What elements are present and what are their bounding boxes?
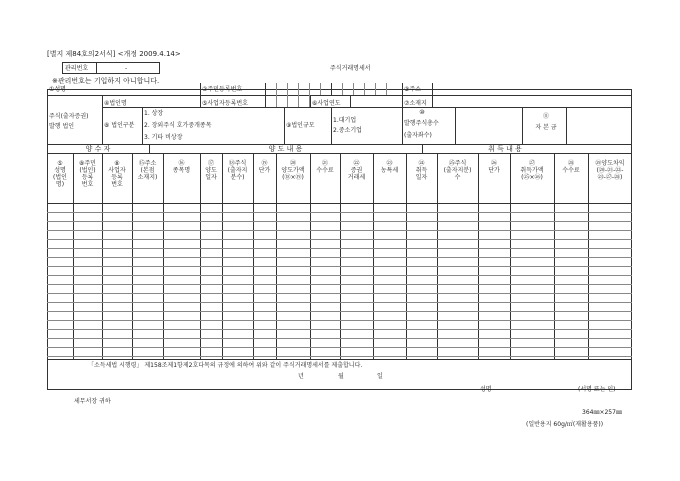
column-header-line: 취득 [415, 167, 428, 174]
column-header-number: ㉗ [528, 160, 535, 167]
column-header-2 [73, 160, 102, 188]
column-header-line: 수수료 [316, 167, 334, 174]
column-header-4 [132, 160, 163, 181]
issuer-label-line2: 발행 법인 [49, 123, 75, 130]
management-number-label: 관리번호 [65, 65, 89, 72]
column-header-number: ㉙양도차익 [595, 160, 625, 167]
column-header-5 [163, 160, 200, 174]
column-header-line: 명) [55, 181, 65, 188]
column-header-11 [340, 160, 373, 181]
paper-size: 364㎜×257㎜ [582, 409, 622, 416]
column-header-17 [554, 160, 588, 174]
paper-spec: (일반용지 60g/㎡(재활용품)) [526, 421, 604, 428]
column-header-number: ⑮주소 [138, 160, 157, 167]
corp-size-option-2: 2.중소기업 [333, 127, 362, 134]
date-year: 년 [298, 373, 304, 380]
column-header-line: 번호 [111, 181, 123, 188]
column-header-line: 단가 [258, 167, 271, 174]
column-header-18 [588, 160, 632, 181]
corp-type-option-3: 3. 기타 비상장 [144, 134, 183, 141]
section-transfer: 양 도 내 용 [268, 145, 303, 153]
column-header-number: ⑰ [207, 160, 214, 167]
column-header-number: ㉔ [418, 160, 425, 167]
header-divider [47, 203, 632, 204]
column-header-13 [406, 160, 437, 181]
issuer-label-line1: 주식(출자증권) [49, 113, 89, 120]
fiscal-year-label: ⑥사업연도 [312, 100, 341, 107]
column-header-number: ㉒ [353, 160, 360, 167]
column-header-line: (⑱×⑲) [282, 174, 304, 181]
column-header-line: 거래세 [347, 174, 366, 181]
location-label: ⑦소재지 [404, 100, 427, 107]
table-row [47, 212, 632, 213]
total-shares-number: ⑩ [419, 109, 425, 116]
form-title: 주식거래명세서 [330, 65, 371, 72]
column-header-12 [373, 160, 406, 174]
column-header-number: ⑤ [57, 160, 63, 167]
column-header-number: ⑯ [178, 160, 185, 167]
column-header-line: 번호 [81, 181, 94, 188]
total-shares-label: 발행주식총수 [404, 120, 439, 127]
column-header-line: 종목명 [172, 167, 191, 174]
corp-size-option-1: 1.대기업 [333, 117, 357, 124]
column-header-number: ㉖ [490, 160, 497, 167]
column-header-line: 증권 [350, 167, 363, 174]
table-row [47, 347, 632, 348]
column-header-line: (본점 [140, 167, 155, 174]
table-row [47, 311, 632, 312]
table-row [47, 356, 632, 357]
column-header-number: ⑧주민 [79, 160, 96, 167]
column-header-1 [47, 160, 73, 188]
column-header-line: 농특세 [380, 167, 399, 174]
column-header-line: 수 [454, 174, 461, 181]
date-month: 월 [338, 373, 344, 380]
column-header-line: ㉓-㉗-㉘) [597, 174, 623, 181]
table-row [47, 257, 632, 258]
table-row [47, 230, 632, 231]
resident-number-label: ②주민등록번호 [202, 86, 243, 93]
form-number: [별지 제84호의2서식] <개정 2009.4.14> [47, 50, 181, 58]
column-header-6 [200, 160, 222, 181]
resident-number-dash: - [323, 86, 326, 93]
table-row [47, 239, 632, 240]
addressee: 세무서장 귀하 [74, 398, 111, 405]
table-row [47, 302, 632, 303]
column-header-line: (㉕×㉖) [521, 174, 543, 181]
table-row [47, 248, 632, 249]
column-header-14 [437, 160, 478, 181]
table-row [47, 338, 632, 339]
column-header-number: ㉕주식 [448, 160, 467, 167]
column-header-line: (법인 [53, 174, 67, 181]
section-acquisition: 취 득 내 용 [488, 145, 522, 153]
column-header-number: ⑧ [114, 160, 120, 167]
column-header-number: ㉑ [321, 160, 328, 167]
table-row [47, 293, 632, 294]
date-day: 일 [377, 373, 383, 380]
column-header-line: 소재지) [137, 174, 158, 181]
column-header-line: 사업자 [108, 167, 126, 174]
column-header-number: ㉓ [386, 160, 393, 167]
table-row [47, 284, 632, 285]
column-header-line: 등록 [81, 174, 94, 181]
column-header-line: 수수료 [562, 167, 580, 174]
column-header-15 [478, 160, 510, 174]
applicant-name-label: 성명 [480, 386, 492, 393]
column-header-line: 일자 [205, 174, 217, 181]
column-header-line: 성명 [54, 167, 66, 174]
section-transferor: 양 수 자 [85, 145, 111, 153]
corp-size-label: ⑨법인규모 [286, 122, 315, 129]
column-header-line: (⑳-㉑-㉒- [596, 167, 624, 174]
column-header-number: ㉘ [567, 160, 574, 167]
column-header-line: 분수) [230, 174, 245, 181]
column-header-line: (출자지 [227, 167, 248, 174]
column-header-line: (법인) [79, 167, 96, 174]
column-header-line: 일자 [415, 174, 428, 181]
table-row [47, 320, 632, 321]
column-header-10 [310, 160, 340, 174]
column-header-8 [253, 160, 276, 174]
column-header-9 [276, 160, 310, 181]
corp-type-label: ⑧ 법인구분 [104, 122, 135, 129]
column-header-line: 양도 [205, 167, 217, 174]
column-header-line: 등록 [111, 174, 123, 181]
capital-label: 자 본 금 [535, 124, 557, 131]
column-header-line: 취득가액 [520, 167, 544, 174]
management-number-dash: - [125, 65, 128, 72]
corp-name-label: ④법인명 [104, 100, 127, 107]
column-header-line: 양도가액 [281, 167, 305, 174]
column-header-3 [102, 160, 132, 188]
capital-number: ⑪ [542, 113, 549, 120]
table-row [47, 221, 632, 222]
total-shares-sub-label: (출자좌수) [404, 132, 432, 139]
corp-type-option-1: 1. 상장 [144, 110, 164, 117]
column-header-number: ⑲ [261, 160, 268, 167]
column-header-line: (출자지분) [443, 167, 472, 174]
table-row [47, 275, 632, 276]
column-header-7 [222, 160, 253, 181]
management-number-box [62, 62, 160, 74]
management-note: ※관리번호는 기입하지 아니합니다. [52, 77, 160, 85]
column-header-line: 단가 [488, 167, 500, 174]
table-row [47, 329, 632, 330]
table-row [47, 266, 632, 267]
submission-statement: 「소득세법 시행령」 제158조제1항제2호다목의 규정에 의하여 위와 같이 주식거래명세서를 제출합니다. [88, 362, 363, 369]
column-header-16 [510, 160, 554, 181]
corp-type-option-2: 2. 장외주식 호가중개종목 [144, 122, 212, 129]
address-label: ③주소 [404, 86, 421, 93]
column-header-number: ⑳ [289, 160, 296, 167]
sign-label: (서명 또는 인) [578, 386, 616, 393]
biz-reg-number-label: ⑤사업자등록번호 [202, 100, 248, 107]
name-label: ①성명 [49, 86, 66, 93]
column-header-number: ⑱주식 [228, 160, 247, 167]
